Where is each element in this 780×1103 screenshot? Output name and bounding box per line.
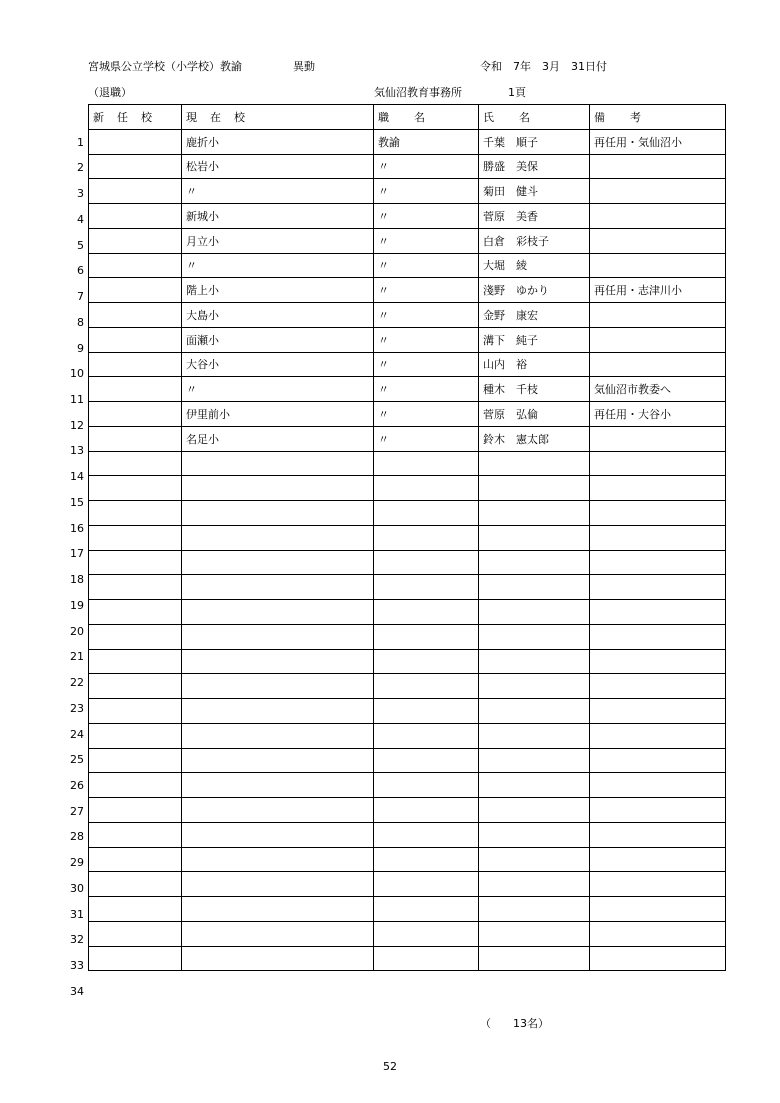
remarks-cell (590, 303, 726, 328)
remarks-cell (590, 525, 726, 550)
current-school-cell: 階上小 (182, 278, 374, 303)
position-cell: 〃 (374, 228, 479, 253)
row-number: 18 (70, 573, 84, 587)
current-school-cell (182, 674, 374, 699)
name-cell: 金野 康宏 (479, 303, 590, 328)
row-number: 15 (70, 495, 84, 509)
col-remarks: 備 考 (590, 105, 726, 130)
name-cell (479, 723, 590, 748)
remarks-cell (590, 600, 726, 625)
current-school-cell (182, 624, 374, 649)
table-row (89, 228, 726, 253)
row-number: 7 (77, 290, 84, 304)
remarks-cell (590, 501, 726, 526)
current-school-cell (182, 798, 374, 823)
table-row (89, 575, 726, 600)
row-number: 21 (70, 650, 84, 664)
new-school-cell (89, 377, 182, 402)
new-school-cell (89, 154, 182, 179)
row-number: 2 (77, 161, 84, 175)
row-number: 33 (70, 959, 84, 973)
new-school-cell (89, 129, 182, 154)
table-row (89, 129, 726, 154)
name-cell (479, 897, 590, 922)
remarks-cell (590, 426, 726, 451)
remarks-cell: 再任用・志津川小 (590, 278, 726, 303)
col-new-school: 新 任 校 (89, 105, 182, 130)
table-row (89, 946, 726, 971)
position-cell (374, 476, 479, 501)
name-cell: 白倉 彩枝子 (479, 228, 590, 253)
table-row (89, 847, 726, 872)
current-school-cell (182, 773, 374, 798)
current-school-cell (182, 699, 374, 724)
new-school-cell (89, 699, 182, 724)
table-row (89, 426, 726, 451)
new-school-cell (89, 327, 182, 352)
row-number: 6 (77, 264, 84, 278)
remarks-cell (590, 154, 726, 179)
position-cell: 〃 (374, 377, 479, 402)
position-cell (374, 501, 479, 526)
position-cell: 〃 (374, 303, 479, 328)
current-school-cell (182, 822, 374, 847)
current-school-cell: 新城小 (182, 204, 374, 229)
current-school-cell: 面瀬小 (182, 327, 374, 352)
row-number: 22 (70, 676, 84, 690)
table-row (89, 674, 726, 699)
position-cell: 〃 (374, 204, 479, 229)
remarks-cell (590, 921, 726, 946)
new-school-cell (89, 352, 182, 377)
position-cell: 〃 (374, 278, 479, 303)
table-row (89, 377, 726, 402)
document-title: 宮城県公立学校（小学校）教諭 (88, 60, 242, 73)
name-cell (479, 451, 590, 476)
new-school-cell (89, 204, 182, 229)
position-cell (374, 575, 479, 600)
row-number: 9 (77, 341, 84, 355)
position-cell (374, 872, 479, 897)
name-cell: 山内 裕 (479, 352, 590, 377)
effective-date: 令和 7年 3月 31日付 (480, 60, 607, 73)
position-cell (374, 451, 479, 476)
new-school-cell (89, 476, 182, 501)
new-school-cell (89, 402, 182, 427)
col-position: 職 名 (374, 105, 479, 130)
table-row (89, 253, 726, 278)
row-number: 34 (70, 984, 84, 998)
current-school-cell (182, 847, 374, 872)
name-cell (479, 921, 590, 946)
name-cell (479, 872, 590, 897)
position-cell (374, 897, 479, 922)
row-number: 13 (70, 444, 84, 458)
current-school-cell: 鹿折小 (182, 129, 374, 154)
table-row (89, 822, 726, 847)
remarks-cell (590, 773, 726, 798)
current-school-cell: 〃 (182, 179, 374, 204)
current-school-cell (182, 525, 374, 550)
position-cell (374, 624, 479, 649)
new-school-cell (89, 303, 182, 328)
remarks-cell: 気仙沼市教委へ (590, 377, 726, 402)
current-school-cell (182, 600, 374, 625)
table-row (89, 525, 726, 550)
position-cell (374, 674, 479, 699)
row-number: 17 (70, 547, 84, 561)
remarks-cell (590, 550, 726, 575)
table-row (89, 402, 726, 427)
personnel-table (88, 104, 726, 971)
remarks-cell (590, 179, 726, 204)
position-cell (374, 550, 479, 575)
remarks-cell: 再任用・大谷小 (590, 402, 726, 427)
position-cell (374, 773, 479, 798)
remarks-cell (590, 575, 726, 600)
remarks-cell (590, 476, 726, 501)
table-row (89, 723, 726, 748)
remarks-cell (590, 699, 726, 724)
name-cell (479, 798, 590, 823)
new-school-cell (89, 847, 182, 872)
office-name: 気仙沼教育事務所 (374, 86, 462, 99)
table-row (89, 773, 726, 798)
row-number: 20 (70, 624, 84, 638)
name-cell (479, 525, 590, 550)
name-cell: 溝下 純子 (479, 327, 590, 352)
new-school-cell (89, 501, 182, 526)
col-current-school: 現 在 校 (182, 105, 374, 130)
row-number: 28 (70, 830, 84, 844)
current-school-cell (182, 748, 374, 773)
position-cell (374, 699, 479, 724)
row-number: 27 (70, 804, 84, 818)
table-row (89, 327, 726, 352)
remarks-cell (590, 847, 726, 872)
row-number: 26 (70, 778, 84, 792)
name-cell (479, 624, 590, 649)
current-school-cell: 月立小 (182, 228, 374, 253)
remarks-cell (590, 204, 726, 229)
table-row (89, 303, 726, 328)
remarks-cell (590, 451, 726, 476)
remarks-cell: 再任用・気仙沼小 (590, 129, 726, 154)
name-cell (479, 674, 590, 699)
new-school-cell (89, 426, 182, 451)
table-row (89, 204, 726, 229)
col-name: 氏 名 (479, 105, 590, 130)
remarks-cell (590, 822, 726, 847)
table-row (89, 649, 726, 674)
position-cell (374, 748, 479, 773)
name-cell: 千葉 順子 (479, 129, 590, 154)
position-cell (374, 649, 479, 674)
name-cell: 菅原 美香 (479, 204, 590, 229)
new-school-cell (89, 253, 182, 278)
current-school-cell: 名足小 (182, 426, 374, 451)
new-school-cell (89, 550, 182, 575)
name-cell (479, 600, 590, 625)
table-row (89, 501, 726, 526)
table-row (89, 278, 726, 303)
remarks-cell (590, 748, 726, 773)
name-cell (479, 748, 590, 773)
name-cell (479, 476, 590, 501)
new-school-cell (89, 921, 182, 946)
row-number: 25 (70, 753, 84, 767)
position-cell: 〃 (374, 426, 479, 451)
table-row (89, 624, 726, 649)
table-row (89, 352, 726, 377)
row-number: 30 (70, 881, 84, 895)
new-school-cell (89, 897, 182, 922)
current-school-cell (182, 946, 374, 971)
name-cell (479, 550, 590, 575)
name-cell (479, 501, 590, 526)
remarks-cell (590, 872, 726, 897)
current-school-cell: 大島小 (182, 303, 374, 328)
position-cell: 〃 (374, 154, 479, 179)
row-number: 12 (70, 418, 84, 432)
row-number: 24 (70, 727, 84, 741)
table-row (89, 699, 726, 724)
table-row (89, 748, 726, 773)
name-cell (479, 575, 590, 600)
name-cell: 大堀 綾 (479, 253, 590, 278)
remarks-cell (590, 649, 726, 674)
row-number: 29 (70, 856, 84, 870)
name-cell (479, 773, 590, 798)
new-school-cell (89, 624, 182, 649)
remarks-cell (590, 327, 726, 352)
current-school-cell (182, 897, 374, 922)
name-cell: 鈴木 憲太郎 (479, 426, 590, 451)
current-school-cell (182, 550, 374, 575)
remarks-cell (590, 897, 726, 922)
position-cell: 〃 (374, 179, 479, 204)
row-number: 16 (70, 521, 84, 535)
current-school-cell (182, 501, 374, 526)
position-cell: 〃 (374, 253, 479, 278)
position-cell (374, 525, 479, 550)
new-school-cell (89, 278, 182, 303)
position-cell (374, 822, 479, 847)
remarks-cell (590, 798, 726, 823)
current-school-cell (182, 723, 374, 748)
current-school-cell (182, 476, 374, 501)
category-label: （退職） (88, 86, 132, 99)
position-cell (374, 798, 479, 823)
table-row (89, 600, 726, 625)
current-school-cell: 伊里前小 (182, 402, 374, 427)
position-cell: 〃 (374, 352, 479, 377)
name-cell: 勝盛 美保 (479, 154, 590, 179)
table-header-row (89, 105, 726, 130)
remarks-cell (590, 228, 726, 253)
new-school-cell (89, 946, 182, 971)
current-school-cell: 〃 (182, 253, 374, 278)
remarks-cell (590, 674, 726, 699)
row-number: 19 (70, 598, 84, 612)
position-cell: 教諭 (374, 129, 479, 154)
current-school-cell (182, 575, 374, 600)
table-row (89, 798, 726, 823)
current-school-cell: 〃 (182, 377, 374, 402)
transfer-type: 異動 (293, 60, 315, 73)
row-number: 32 (70, 933, 84, 947)
remarks-cell (590, 946, 726, 971)
total-count: （ 13名） (480, 1017, 549, 1030)
table-row (89, 550, 726, 575)
name-cell: 菅原 弘倫 (479, 402, 590, 427)
row-number: 5 (77, 238, 84, 252)
table-row (89, 154, 726, 179)
new-school-cell (89, 179, 182, 204)
new-school-cell (89, 674, 182, 699)
row-number: 1 (77, 135, 84, 149)
name-cell: 種木 千枝 (479, 377, 590, 402)
position-cell (374, 946, 479, 971)
new-school-cell (89, 822, 182, 847)
new-school-cell (89, 451, 182, 476)
new-school-cell (89, 228, 182, 253)
row-number: 31 (70, 907, 84, 921)
name-cell (479, 699, 590, 724)
name-cell (479, 847, 590, 872)
remarks-cell (590, 352, 726, 377)
current-school-cell (182, 921, 374, 946)
new-school-cell (89, 600, 182, 625)
new-school-cell (89, 773, 182, 798)
position-cell (374, 847, 479, 872)
page-label: 1頁 (508, 86, 526, 99)
current-school-cell (182, 451, 374, 476)
table-row (89, 451, 726, 476)
position-cell (374, 723, 479, 748)
position-cell (374, 600, 479, 625)
new-school-cell (89, 649, 182, 674)
new-school-cell (89, 798, 182, 823)
table-row (89, 872, 726, 897)
remarks-cell (590, 723, 726, 748)
remarks-cell (590, 253, 726, 278)
row-number: 14 (70, 470, 84, 484)
row-number: 23 (70, 701, 84, 715)
page-number: 52 (383, 1060, 397, 1073)
position-cell: 〃 (374, 327, 479, 352)
name-cell (479, 822, 590, 847)
row-number: 11 (70, 393, 84, 407)
position-cell (374, 921, 479, 946)
remarks-cell (590, 624, 726, 649)
table-row (89, 897, 726, 922)
current-school-cell: 松岩小 (182, 154, 374, 179)
new-school-cell (89, 525, 182, 550)
row-number: 4 (77, 212, 84, 226)
new-school-cell (89, 723, 182, 748)
current-school-cell (182, 872, 374, 897)
name-cell (479, 649, 590, 674)
table-row (89, 476, 726, 501)
table-row (89, 179, 726, 204)
name-cell: 菊田 健斗 (479, 179, 590, 204)
new-school-cell (89, 575, 182, 600)
name-cell (479, 946, 590, 971)
current-school-cell (182, 649, 374, 674)
new-school-cell (89, 872, 182, 897)
current-school-cell: 大谷小 (182, 352, 374, 377)
row-number: 10 (70, 367, 84, 381)
row-number: 3 (77, 187, 84, 201)
new-school-cell (89, 748, 182, 773)
row-number: 8 (77, 315, 84, 329)
name-cell: 淺野 ゆかり (479, 278, 590, 303)
table-row (89, 921, 726, 946)
position-cell: 〃 (374, 402, 479, 427)
